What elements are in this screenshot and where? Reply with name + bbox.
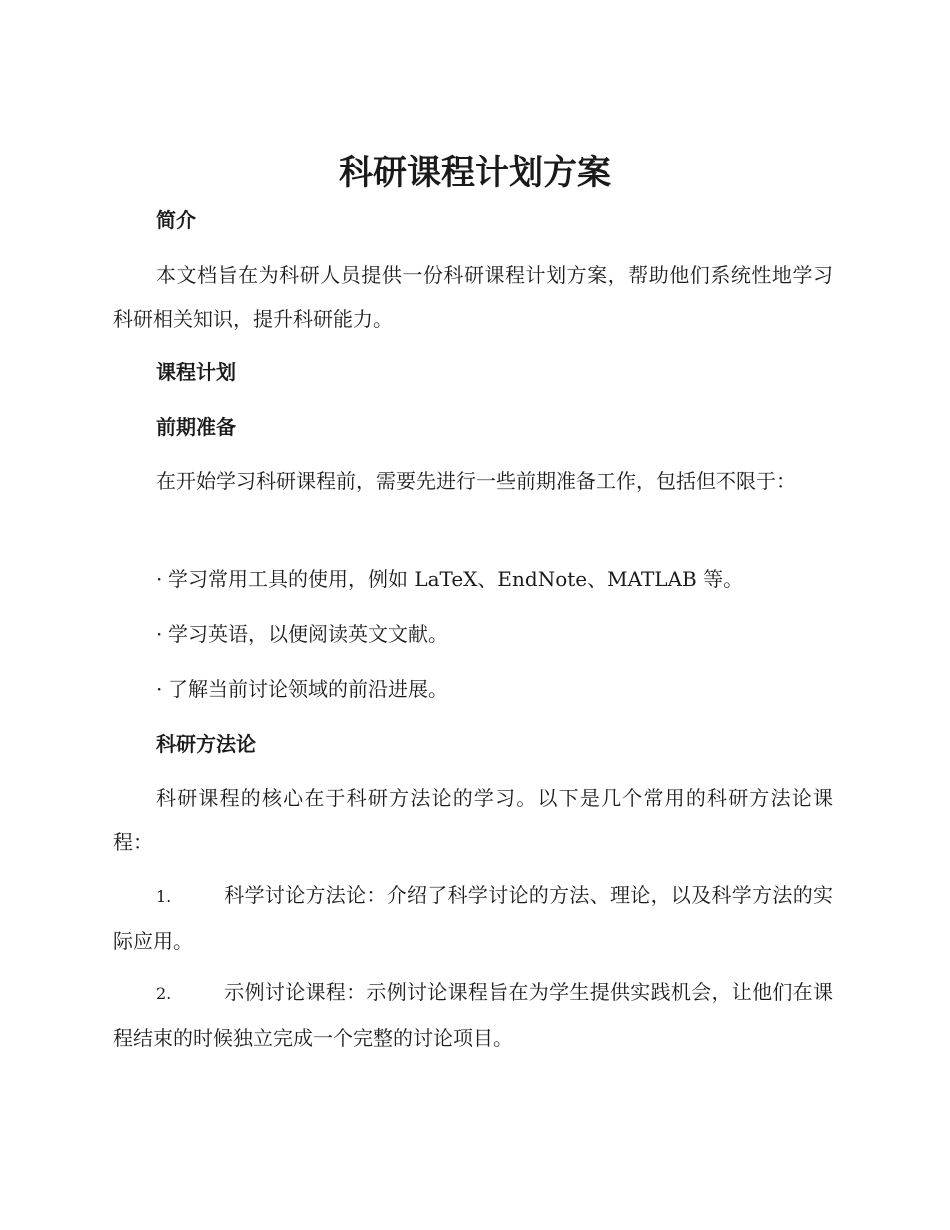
- list-number: 1.: [156, 887, 172, 906]
- section-heading-intro: 简介: [156, 208, 196, 232]
- bullet-marker: ·: [156, 622, 163, 646]
- list-item-text: 学习英语，以便阅读英文文献。: [168, 622, 448, 646]
- list-item: [156, 675, 448, 703]
- list-item: [156, 565, 743, 593]
- document-title: 科研课程计划方案: [339, 153, 611, 193]
- section-heading-plan: 课程计划: [156, 360, 236, 384]
- section-heading-prep: 前期准备: [156, 415, 236, 439]
- numbered-list-item: [113, 873, 833, 963]
- list-item-text: 学习常用工具的使用，例如 LaTeX、EndNote、MATLAB 等。: [168, 567, 744, 591]
- list-number: 2.: [156, 984, 172, 1003]
- numbered-list-item: [113, 970, 833, 1060]
- list-item: [156, 620, 448, 648]
- section-heading-methodology: 科研方法论: [156, 732, 256, 756]
- bullet-marker: ·: [156, 567, 163, 591]
- numbered-item-text: 科学讨论方法论：介绍了科学讨论的方法、理论，以及科学方法的实际应用。: [113, 883, 833, 953]
- list-item-text: 了解当前讨论领域的前沿进展。: [168, 677, 448, 701]
- numbered-item-text: 示例讨论课程：示例讨论课程旨在为学生提供实践机会，让他们在课程结束的时候独立完成一个完整的讨论项目。: [113, 980, 833, 1050]
- methodology-paragraph: 科研课程的核心在于科研方法论的学习。以下是几个常用的科研方法论课程：: [113, 786, 833, 854]
- prep-paragraph: 在开始学习科研课程前，需要先进行一些前期准备工作，包括但不限于：: [156, 469, 796, 493]
- bullet-marker: ·: [156, 677, 163, 701]
- intro-paragraph: 本文档旨在为科研人员提供一份科研课程计划方案，帮助他们系统性地学习科研相关知识，提升科研能力。: [113, 263, 833, 331]
